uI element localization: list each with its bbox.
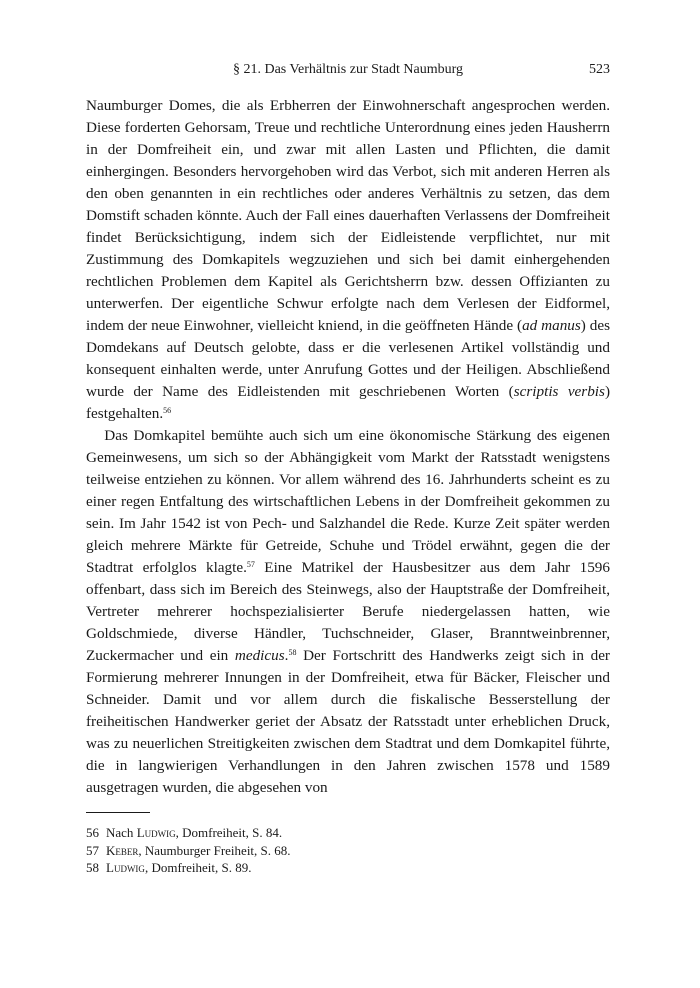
footnote-number: 58 xyxy=(86,860,99,875)
footnote-57 xyxy=(86,842,610,860)
italic-term: medicus xyxy=(234,647,285,664)
footnote-reference: , Domfreiheit, S. 89. xyxy=(144,860,252,875)
footnote-56 xyxy=(86,824,610,842)
running-title: § 21. Das Verhältnis zur Stadt Naumburg xyxy=(232,62,464,77)
text-run: Das Domkapitel bemühte auch sich um eine ökonomische Stärkung des eigenen Gemeinwesens, um sich so der Abhängigkeit vom Markt der Ratsstadt wenigstens teilweise entziehen zu können. Vor allem während des 16. Jahrhunderts scheint es zu einer regen Entfaltung des wirtschaftlichen Lebens in der Domfreiheit gekommen zu sein. Im Jahr 1542 ist von Pech- und Salzhandel die Rede. Kurze Zeit später werden gleich mehrere Märkte für Getreide, Schuhe und Trödel erwähnt, gegen die der Stadtrat erfolglos klagte. xyxy=(86,427,610,576)
paragraph xyxy=(86,425,610,799)
footnote-ref: 58 xyxy=(288,648,297,657)
paragraph xyxy=(86,95,610,425)
page-number: 523 xyxy=(589,62,610,77)
footnote-number: 57 xyxy=(86,842,99,858)
footnote-number: 56 xyxy=(86,825,99,840)
page xyxy=(86,62,610,877)
footnote-reference: , Naumburger Freiheit, S. 68. xyxy=(138,842,291,858)
italic-term: ad manus xyxy=(522,317,581,334)
footnote-reference: , Domfreiheit, S. 84. xyxy=(175,825,283,840)
footnote-ref: 57 xyxy=(246,560,255,569)
footnote-author: Ludwig xyxy=(136,825,176,840)
footnotes xyxy=(86,824,610,877)
footnote-prefix: Nach xyxy=(106,825,137,840)
text-run: Naumburger Domes, die als Erbherren der Einwohnerschaft angesprochen werden. Diese forderten Gehorsam, Treue und rechtliche Unterordnung eines jeden Hausherrn in der Domfreiheit ein, und zwar mit allen Lasten und Pflichten, die damit einhergingen. Besonders hervorgehoben wird das Verbot, sich mit anderen Herren als den oben genannten in ein rechtliches oder anderes Verhältnis zu setzen, das dem Domstift schaden könnte. Auch der Fall eines dauerhaften Verlassens der Domfreiheit findet Berücksichtigung, indem sich der Eidleistende verpflichtet, nur mit Zustimmung des Domkapitels wegzuziehen und sich bei damit einhergehenden rechtlichen Problemen dem Kapitel als Gerichtsherrn bzw. dessen Offizianten zu unterwerfen. Der eigentliche Schwur erfolgte nach dem Verlesen der Eidformel, indem der neue Einwohner, vielleicht kniend, in die geöffneten Hände ( xyxy=(86,97,610,334)
running-header xyxy=(86,62,610,86)
text-run: Eine Matrikel der Hausbesitzer aus dem Jahr 1596 offenbart, dass sich im Bereich des Steinwegs, also der Hauptstraße der Domfreiheit, Vertreter mehrerer hochspezialisierter Berufe niedergelassen hatten, wie Goldschmiede, diverse Händler, Tuchschneider, Glaser, Branntweinbrenner, Zuckermacher und ein xyxy=(86,559,610,664)
text-run: Der Fortschritt des Handwerks zeigt sich in der Formierung mehrerer Innungen in der Domfreiheit, etwa für Bäcker, Fleischer und Schneider. Damit und vor allem durch die fiskalische Besserstellung der freiheitischen Handwerker geriet der Absatz der Ratsstadt unter erheblichen Druck, was zu neuerlichen Streitigkeiten zwischen dem Stadtrat und dem Domkapitel führte, die in langwierigen Verhandlungen in den Jahren zwischen 1578 und 1589 ausgetragen wurden, die abgesehen von xyxy=(86,647,610,796)
text-run: ) des Domdekans auf Deutsch gelobte, dass er die verlesenen Artikel vollständig und konsequent einhalten werde, unter Anrufung Gottes und der Heiligen. Abschließend wurde der Name des Eidleistenden mit geschriebenen Worten ( xyxy=(86,317,610,400)
body-text xyxy=(86,95,610,799)
footnote-ref: 56 xyxy=(163,406,172,415)
text-run: . xyxy=(284,647,289,664)
footnote-58 xyxy=(86,859,610,877)
italic-term: scriptis verbis xyxy=(513,383,605,400)
footnote-author: Keber xyxy=(106,842,139,858)
footnote-author: Ludwig xyxy=(106,860,145,875)
text-run: ) festgehalten. xyxy=(86,383,610,422)
footnote-rule xyxy=(86,812,150,813)
